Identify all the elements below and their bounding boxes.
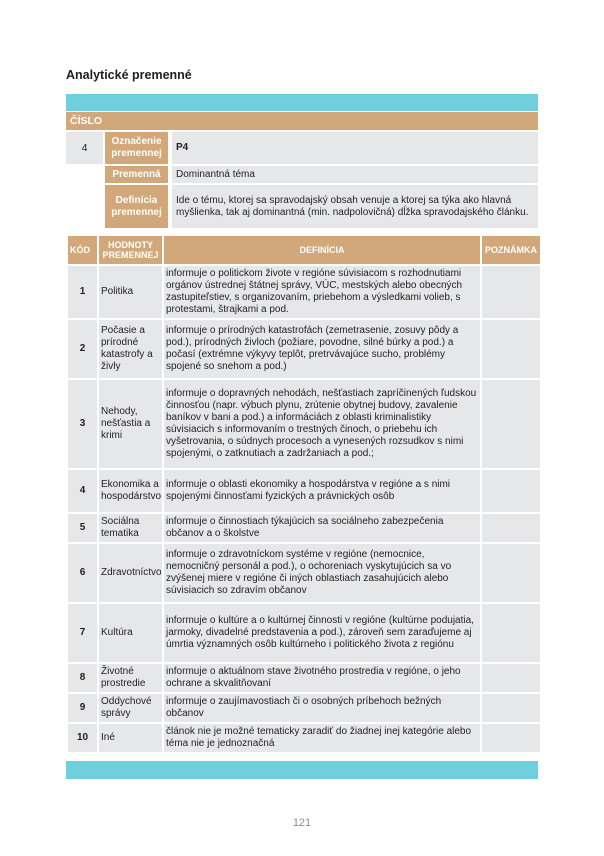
header-kod: KÓD bbox=[68, 236, 97, 264]
row-definition: informuje o činnostiach týkajúcich sa sociálneho zabezpečenia občanov a o školstve bbox=[164, 514, 480, 542]
header-definicia: DEFINÍCIA bbox=[164, 236, 480, 264]
row-definition: článok nie je možné tematicky zaradiť do žiadnej inej kategórie alebo téma nie je jednoznačná bbox=[164, 724, 480, 752]
codes-table bbox=[66, 234, 542, 754]
row-note bbox=[482, 266, 540, 318]
row-value: Kultúra bbox=[99, 604, 162, 662]
row-code: 3 bbox=[68, 380, 97, 468]
row-note bbox=[482, 470, 540, 512]
label-premenna: Premenná bbox=[105, 166, 168, 183]
row-note bbox=[482, 724, 540, 752]
row-value: Politika bbox=[99, 266, 162, 318]
cislo-header: ČÍSLO bbox=[66, 112, 538, 130]
row-definition: informuje o dopravných nehodách, nešťastiach zapríčinených ľudskou činnosťou (napr. výbuch plynu, zrútenie obytnej budovy, zavalenie baníkov v bani a pod.) a informáciách z oblasti kriminalistiky súvisiacich s informovaním o trestných činoch, o priebehu ich vyšetrovania, o súdnych procesoch a vynesených rozsudkov s nimi spojenými, o zatknutiach a zadržaniach a pod.; bbox=[164, 380, 480, 468]
value-premenna: Dominantná téma bbox=[172, 166, 538, 183]
bottom-band bbox=[66, 761, 538, 779]
row-value: Počasie a prírodné katastrofy a živly bbox=[99, 320, 162, 378]
value-definicia: Ide o tému, ktorej sa spravodajský obsah venuje a ktorej sa týka ako hlavná myšlienka, tak aj dominantná (min. nadpolovičná) dĺžka spravodajského článku. bbox=[172, 185, 538, 228]
row-definition: informuje o prírodných katastrofách (zemetrasenie, zosuvy pôdy a pod.), prírodných živloch (požiare, povodne, silné búrky a pod.) a počasí (extrémne výkyvy teplôt, pretrvávajúce sucho, problémy spojené so snehom a pod.) bbox=[164, 320, 480, 378]
row-code: 2 bbox=[68, 320, 97, 378]
table-row bbox=[68, 470, 540, 512]
row-definition: informuje o zdravotníckom systéme v regióne (nemocnice, nemocničný personál a pod.), o ochoreniach vyskytujúcich sa vo zvýšenej miere v regióne či iných oblastiach zasahujúcich alebo súvisiacich so zdravím občanov bbox=[164, 544, 480, 602]
row-note bbox=[482, 664, 540, 692]
table-row bbox=[68, 694, 540, 722]
row-definition: informuje o politickom živote v regióne súvisiacom s rozhodnutiami orgánov ústrednej štátnej správy, VÚC, mestských alebo obecných zastupiteľstiev, s organizovaním, priebehom a výsledkami volieb, s protestami, štrajkami a pod. bbox=[164, 266, 480, 318]
row-code: 9 bbox=[68, 694, 97, 722]
row-note bbox=[482, 320, 540, 378]
row-value: Ekonomika a hospodárstvo bbox=[99, 470, 162, 512]
row-code: 1 bbox=[68, 266, 97, 318]
row-code: 7 bbox=[68, 604, 97, 662]
header-hodnoty: HODNOTY PREMENNEJ bbox=[99, 236, 162, 264]
row-value: Oddychové správy bbox=[99, 694, 162, 722]
table-row bbox=[68, 380, 540, 468]
row-value: Iné bbox=[99, 724, 162, 752]
row-value: Sociálna tematika bbox=[99, 514, 162, 542]
row-value: Nehody, nešťastia a krimi bbox=[99, 380, 162, 468]
table-row bbox=[68, 604, 540, 662]
row-code: 5 bbox=[68, 514, 97, 542]
row-note bbox=[482, 514, 540, 542]
section-title: Analytické premenné bbox=[66, 68, 192, 82]
table-row bbox=[68, 514, 540, 542]
row-note bbox=[482, 544, 540, 602]
row-code: 6 bbox=[68, 544, 97, 602]
row-note bbox=[482, 604, 540, 662]
header-poznamka: POZNÁMKA bbox=[482, 236, 540, 264]
value-oznacenie: P4 bbox=[172, 132, 538, 164]
top-band bbox=[66, 94, 538, 111]
variable-number: 4 bbox=[66, 132, 103, 164]
row-value: Zdravotníctvo bbox=[99, 544, 162, 602]
table-row bbox=[68, 320, 540, 378]
table-row bbox=[68, 266, 540, 318]
table-header-row bbox=[68, 236, 540, 264]
row-note bbox=[482, 694, 540, 722]
row-definition: informuje o kultúre a o kultúrnej činnosti v regióne (kultúrne podujatia, jarmoky, divadelné predstavenia a pod.), zároveň sem zaraďujeme aj úmrtia významných osôb kultúrneho i politického života z regiónu bbox=[164, 604, 480, 662]
row-code: 4 bbox=[68, 470, 97, 512]
label-definicia: Definícia premennej bbox=[105, 185, 168, 228]
label-oznacenie: Označenie premennej bbox=[105, 132, 168, 164]
row-code: 8 bbox=[68, 664, 97, 692]
table-row bbox=[68, 664, 540, 692]
row-definition: informuje o aktuálnom stave životného prostredia v regióne, o jeho ochrane a skvalitňovaní bbox=[164, 664, 480, 692]
row-definition: informuje o zaujímavostiach či o osobných príbehoch bežných občanov bbox=[164, 694, 480, 722]
row-note bbox=[482, 380, 540, 468]
row-code: 10 bbox=[68, 724, 97, 752]
row-value: Životné prostredie bbox=[99, 664, 162, 692]
page-number: 121 bbox=[292, 817, 312, 829]
row-definition: informuje o oblasti ekonomiky a hospodárstva v regióne a s nimi spojenými činnosťami fyzických a právnických osôb bbox=[164, 470, 480, 512]
table-row bbox=[68, 724, 540, 752]
table-row bbox=[68, 544, 540, 602]
